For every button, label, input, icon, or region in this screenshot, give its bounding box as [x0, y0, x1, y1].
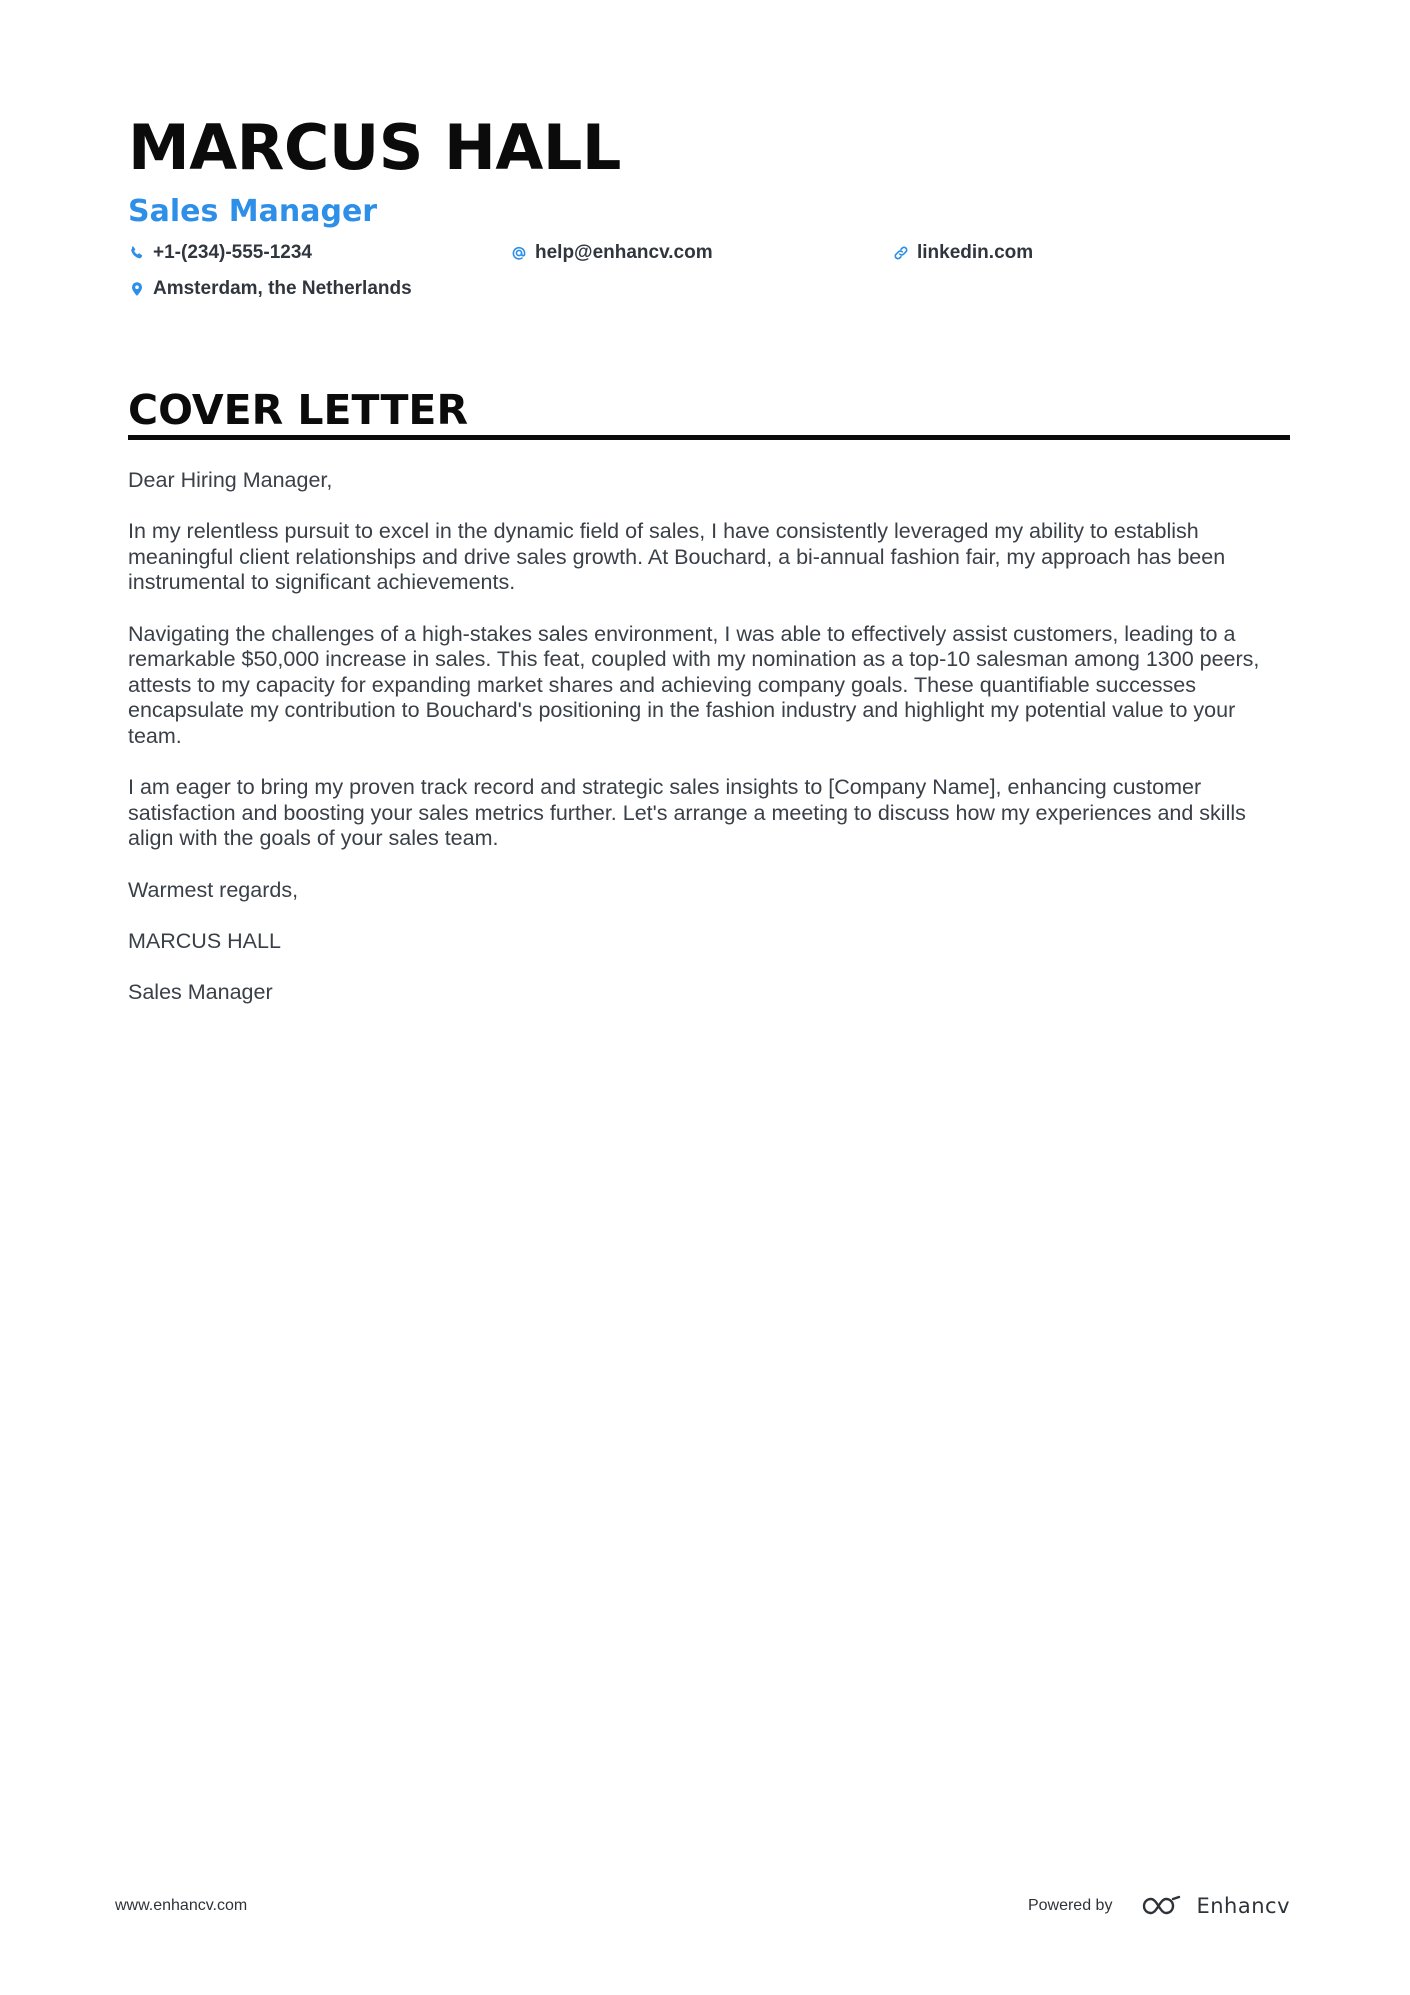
email-text: help@enhancv.com	[535, 242, 713, 263]
contact-location	[128, 277, 412, 301]
location-text: Amsterdam, the Netherlands	[153, 278, 412, 299]
candidate-title: Sales Manager	[128, 194, 378, 229]
contact-phone	[128, 241, 312, 265]
section-title: COVER LETTER	[128, 386, 469, 434]
letter-body	[128, 468, 1290, 1031]
contact-link[interactable]	[892, 241, 1033, 265]
letter-greeting: Dear Hiring Manager,	[128, 468, 333, 492]
brand-name: Enhancv	[1196, 1894, 1290, 1918]
candidate-name: MARCUS HALL	[128, 111, 621, 184]
contact-email[interactable]	[510, 241, 713, 265]
enhancv-logo-icon	[1138, 1893, 1184, 1919]
powered-by-label: Powered by	[1027, 1897, 1113, 1914]
link-icon	[892, 244, 910, 262]
location-pin-icon	[128, 280, 146, 298]
phone-text: +1-(234)-555-1234	[153, 242, 312, 263]
footer-website[interactable]: www.enhancv.com	[115, 1897, 248, 1914]
at-icon	[510, 244, 528, 262]
footer-branding	[1028, 1890, 1290, 1922]
signature-title: Sales Manager	[128, 979, 273, 1004]
section-divider	[128, 435, 1290, 440]
phone-icon	[128, 244, 146, 262]
letter-paragraph: Navigating the challenges of a high-stakes sales environment, I was able to effectively assist customers, leading to a remarkable $50,000 increase in sales. This feat, coupled with my nomination as a top-10 salesman among 1300 peers, attests to my capacity for expanding market shares and achieving company goals. These quantifiable successes encapsulate my contribution to Bouchard's positioning in the fashion industry and highlight my potential value to your team.	[128, 621, 1260, 748]
letter-closing: Warmest regards,	[128, 877, 299, 902]
letter-paragraph: In my relentless pursuit to excel in the dynamic field of sales, I have consistently leveraged my ability to establish meaningful client relationships and drive sales growth. At Bouchard, a bi-annual fashion fair, my approach has been instrumental to significant achievements.	[128, 519, 1226, 595]
link-text: linkedin.com	[917, 242, 1034, 263]
signature-name: MARCUS HALL	[128, 928, 281, 953]
letter-paragraph: I am eager to bring my proven track record and strategic sales insights to [Company Name], enhancing customer satisfaction and boosting your sales metrics further. Let's arrange a meeting to discuss how my experiences and skills align with the goals of your sales team.	[128, 775, 1246, 851]
